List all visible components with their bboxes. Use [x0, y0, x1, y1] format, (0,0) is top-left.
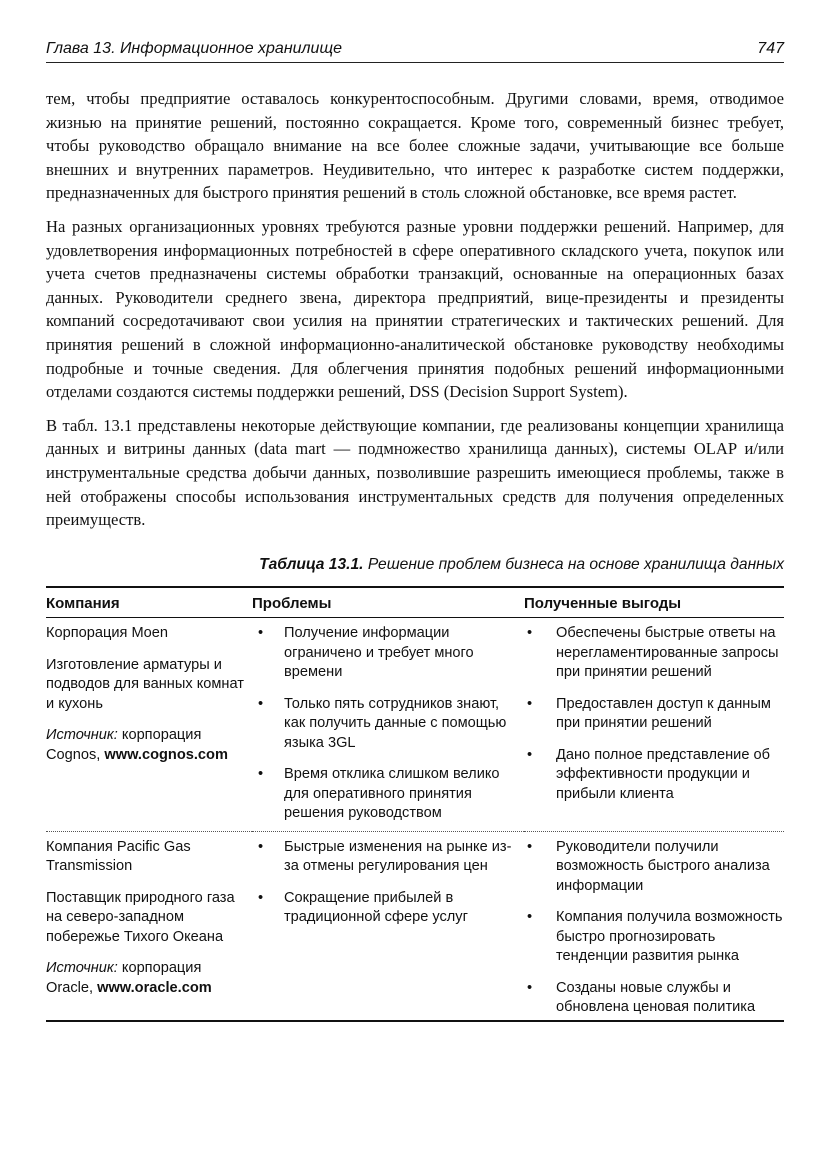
problem-item — [252, 624, 524, 683]
company-description: Изготовление арматуры и подводов для ванных комнат и кухонь — [46, 656, 244, 712]
problem-item — [252, 889, 524, 928]
benefit-item — [524, 746, 784, 805]
running-header — [46, 36, 784, 63]
table-caption-text: Решение проблем бизнеса на основе хранилища данных — [363, 555, 784, 573]
bullet-icon: • — [258, 695, 264, 712]
benefits-cell — [524, 831, 784, 1021]
chapter-title: Глава 13. Информационное хранилище — [46, 40, 342, 57]
company-name: Корпорация Moen — [46, 625, 168, 642]
benefit-item — [524, 624, 784, 683]
benefit-item — [524, 695, 784, 734]
table-caption — [46, 556, 784, 574]
table-header-row — [46, 587, 784, 618]
header-company: Компания — [46, 587, 252, 618]
benefit-item — [524, 838, 784, 897]
problem-item — [252, 838, 524, 877]
bullet-icon: • — [258, 838, 264, 855]
benefit-text: Обеспечены быстрые ответы на нерегламентированные запросы при принятии решений — [556, 625, 779, 681]
source-label: Источник: — [46, 960, 118, 977]
company-source — [46, 726, 252, 765]
bullet-icon: • — [527, 838, 533, 855]
problem-item — [252, 695, 524, 754]
table-row — [46, 618, 784, 832]
problems-cell — [252, 618, 524, 832]
header-benefits: Полученные выгоды — [524, 587, 784, 618]
bullet-icon: • — [258, 889, 264, 906]
benefits-cell — [524, 618, 784, 832]
source-url: www.cognos.com — [104, 746, 228, 763]
benefit-text: Предоставлен доступ к данным при принятии решений — [556, 695, 771, 732]
source-label: Источник: — [46, 727, 118, 744]
bullet-icon: • — [527, 979, 533, 996]
paragraph-2: На разных организационных уровнях требуются разные уровни поддержки решений. Например, для удовлетворения информационных потребностей в сфере оперативного складского учета, покупок или учета счетов предназначены системы обработки транзакций, основанные на операционных базах данных. Руководители среднего звена, директора предприятий, вице-президенты и президенты компаний сосредотачивают свои усилия на принятии стратегических и тактических решений. Для принятия решений в сложной информационно-аналитической обстановке руководству необходимы подробные и точные сведения. Для облегчения принятия подобных решений информационными отделами создаются системы поддержки решений, DSS (Decision Support System). — [46, 216, 784, 402]
benefit-text: Руководители получили возможность быстрого анализа информации — [556, 838, 770, 894]
table-caption-label: Таблица 13.1. — [259, 555, 364, 573]
paragraph-3: В табл. 13.1 представлены некоторые действующие компании, где реализованы концепции хранилища данных и витрины данных (data mart — подмножество хранилища данных), системы OLAP и/или инструментальные средства добычи данных, позволившие разрешить имеющиеся проблемы, также в ней отображены способы использования инструментальных средств для получения определенных преимуществ. — [46, 415, 784, 530]
problem-item — [252, 765, 524, 824]
benefit-item — [524, 908, 784, 967]
source-text: корпорация Oracle, — [46, 960, 202, 996]
problem-text: Только пять сотрудников знают, как получить данные с помощью языка 3GL — [284, 695, 507, 751]
problems-cell — [252, 831, 524, 1021]
company-description: Поставщик природного газа на северо-западном побережье Тихого Океана — [46, 889, 235, 945]
company-cell — [46, 831, 252, 1021]
benefit-text: Дано полное представление об эффективности продукции и прибыли клиента — [556, 746, 770, 802]
company-cell — [46, 618, 252, 832]
paragraph-1: тем, чтобы предприятие оставалось конкурентоспособным. Другими словами, время, отводимое жизнью на принятие решений, постоянно сокращается. Кроме того, современный бизнес требует, чтобы руководство обращало внимание на все более сложные задачи, учитывающие все больше внешних и внутренних параметров. Неудивительно, что интерес к разработке систем поддержки, предназначенных для быстрого принятия решений в столь сложной обстановке, все время растет. — [46, 89, 784, 203]
benefit-text: Созданы новые службы и обновлена ценовая политика — [556, 979, 756, 1016]
problem-text: Время отклика слишком велико для оперативного принятия решения руководством — [284, 766, 500, 822]
bullet-icon: • — [527, 909, 533, 926]
company-name: Компания Pacific Gas Transmission — [46, 838, 191, 875]
bullet-icon: • — [258, 625, 264, 642]
table-row — [46, 831, 784, 1021]
bullet-icon: • — [527, 625, 533, 642]
source-text: корпорация Cognos, — [46, 727, 202, 763]
problem-text: Получение информации ограничено и требует много времени — [284, 625, 474, 681]
source-url: www.oracle.com — [97, 979, 212, 996]
business-problems-table — [46, 586, 784, 1022]
bullet-icon: • — [527, 746, 533, 763]
bullet-icon: • — [527, 695, 533, 712]
page-number: 747 — [757, 40, 784, 57]
book-page — [46, 36, 784, 1022]
problem-text: Быстрые изменения на рынке из-за отмены регулирования цен — [284, 838, 512, 875]
header-problems: Проблемы — [252, 587, 524, 618]
benefit-item — [524, 979, 784, 1018]
company-source — [46, 959, 252, 998]
benefit-text: Компания получила возможность быстро прогнозировать тенденции развития рынка — [556, 909, 783, 965]
bullet-icon: • — [258, 766, 264, 783]
problem-text: Сокращение прибылей в традиционной сфере услуг — [284, 889, 468, 926]
